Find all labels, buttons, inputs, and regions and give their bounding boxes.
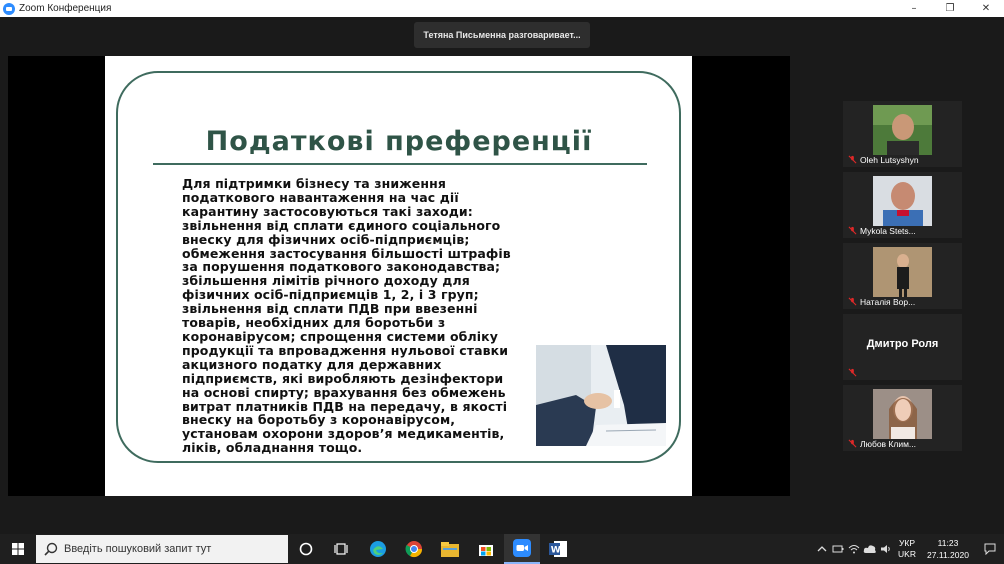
notification-center-button[interactable]: [976, 534, 1004, 564]
taskbar-clock[interactable]: [920, 537, 976, 561]
edge-button[interactable]: [360, 534, 396, 564]
muted-mic-icon: [848, 155, 857, 164]
participant-name: Наталія Вор...: [860, 297, 916, 307]
language-indicator[interactable]: [894, 538, 920, 560]
active-speaker-label: Тетяна Письменна разговаривает...: [423, 30, 581, 40]
clock-date: 27.11.2020: [927, 550, 969, 560]
language-top: УКР: [898, 538, 916, 548]
active-speaker-banner[interactable]: [414, 22, 590, 48]
participant-tile[interactable]: [843, 314, 962, 380]
muted-mic-icon: [848, 297, 857, 306]
windows-taskbar: [0, 534, 1004, 564]
window-title: Zoom Конференция: [19, 3, 112, 14]
system-tray: [814, 534, 1004, 564]
participant-gallery: [843, 101, 962, 456]
participant-video: [873, 105, 932, 155]
search-icon: [44, 542, 58, 556]
taskbar-search-box[interactable]: [36, 535, 288, 563]
participant-name: Oleh Lutsyshyn: [860, 155, 919, 165]
participant-name-placeholder: Дмитро Роля: [866, 338, 939, 350]
start-button[interactable]: [0, 534, 36, 564]
svg-text:W: W: [550, 545, 561, 556]
task-view-button[interactable]: [323, 534, 359, 564]
meeting-area: [0, 17, 1004, 534]
participant-tile[interactable]: [843, 385, 962, 451]
word-icon: [549, 541, 567, 557]
cortana-icon: [299, 542, 313, 556]
participant-video: [873, 176, 932, 226]
participant-tile[interactable]: [843, 101, 962, 167]
tray-overflow-chevron-icon[interactable]: [814, 534, 830, 564]
window-titlebar: [0, 0, 1004, 17]
edge-icon: [369, 540, 387, 558]
muted-mic-icon: [848, 439, 857, 448]
participant-video: [873, 389, 932, 439]
windows-logo-icon: [12, 543, 24, 555]
close-button[interactable]: ✕: [981, 3, 991, 14]
participant-tile[interactable]: [843, 172, 962, 238]
slide-title-underline: [153, 163, 647, 165]
screen-share-view: [8, 56, 790, 496]
battery-icon[interactable]: [830, 534, 846, 564]
presentation-slide: [105, 56, 692, 496]
participant-tile[interactable]: [843, 243, 962, 309]
zoom-logo-icon: [3, 3, 15, 15]
minimize-button[interactable]: –: [911, 3, 917, 14]
zoom-taskbar-button[interactable]: [504, 534, 540, 564]
muted-mic-icon: [848, 368, 857, 377]
muted-mic-icon: [848, 226, 857, 235]
file-explorer-button[interactable]: [432, 534, 468, 564]
wifi-icon[interactable]: [846, 534, 862, 564]
maximize-button[interactable]: ❐: [945, 3, 955, 14]
task-view-icon: [334, 543, 348, 555]
zoom-icon: [513, 539, 531, 557]
search-placeholder: Введіть пошуковий запит тут: [64, 543, 212, 555]
clock-time: 11:23: [937, 538, 959, 548]
slide-title: Податкові преференції: [205, 126, 593, 157]
file-explorer-icon: [441, 542, 459, 557]
cortana-button[interactable]: [288, 534, 324, 564]
volume-icon[interactable]: [878, 534, 894, 564]
handshake-photo: [536, 345, 666, 446]
word-button[interactable]: [540, 534, 576, 564]
participant-name: Любов Клим...: [860, 439, 917, 449]
store-icon: [478, 541, 494, 557]
participant-name: Mykola Stets...: [860, 226, 916, 236]
participant-video: [873, 247, 932, 297]
notification-icon: [984, 543, 996, 555]
language-bottom: UKR: [898, 549, 916, 559]
chrome-button[interactable]: [396, 534, 432, 564]
slide-body-text: Для підтримки бізнесу та зниження податкового навантаження на час дії карантину застосовуються такі заходи: звільнення від сплати єдиного соціального внеску для фізичних осіб-підприємців; обмеження застосування більшості штрафів за порушення податкового законодавства; збільшення лімітів річного доходу для фізичних осіб-підприємців 1, 2, і 3 груп; звільнення від сплати ПДВ при ввезенні товарів, необхідних для боротьби з коронавірусом; спрощення системи обліку продукції та впровадження нульової ставки акцизного податку для державних підприємств, які виробляють дезінфектори на основі спирту; врахування без обмежень витрат платників ПДВ на передачу, в якості внеску на боротьбу з коронавірусом, установам охорони здоров’я медикаментів, ліків, обладнання тощо.: [182, 176, 511, 456]
window-controls: [896, 0, 1004, 17]
chrome-icon: [405, 540, 423, 558]
onedrive-cloud-icon[interactable]: [862, 534, 878, 564]
store-button[interactable]: [468, 534, 504, 564]
